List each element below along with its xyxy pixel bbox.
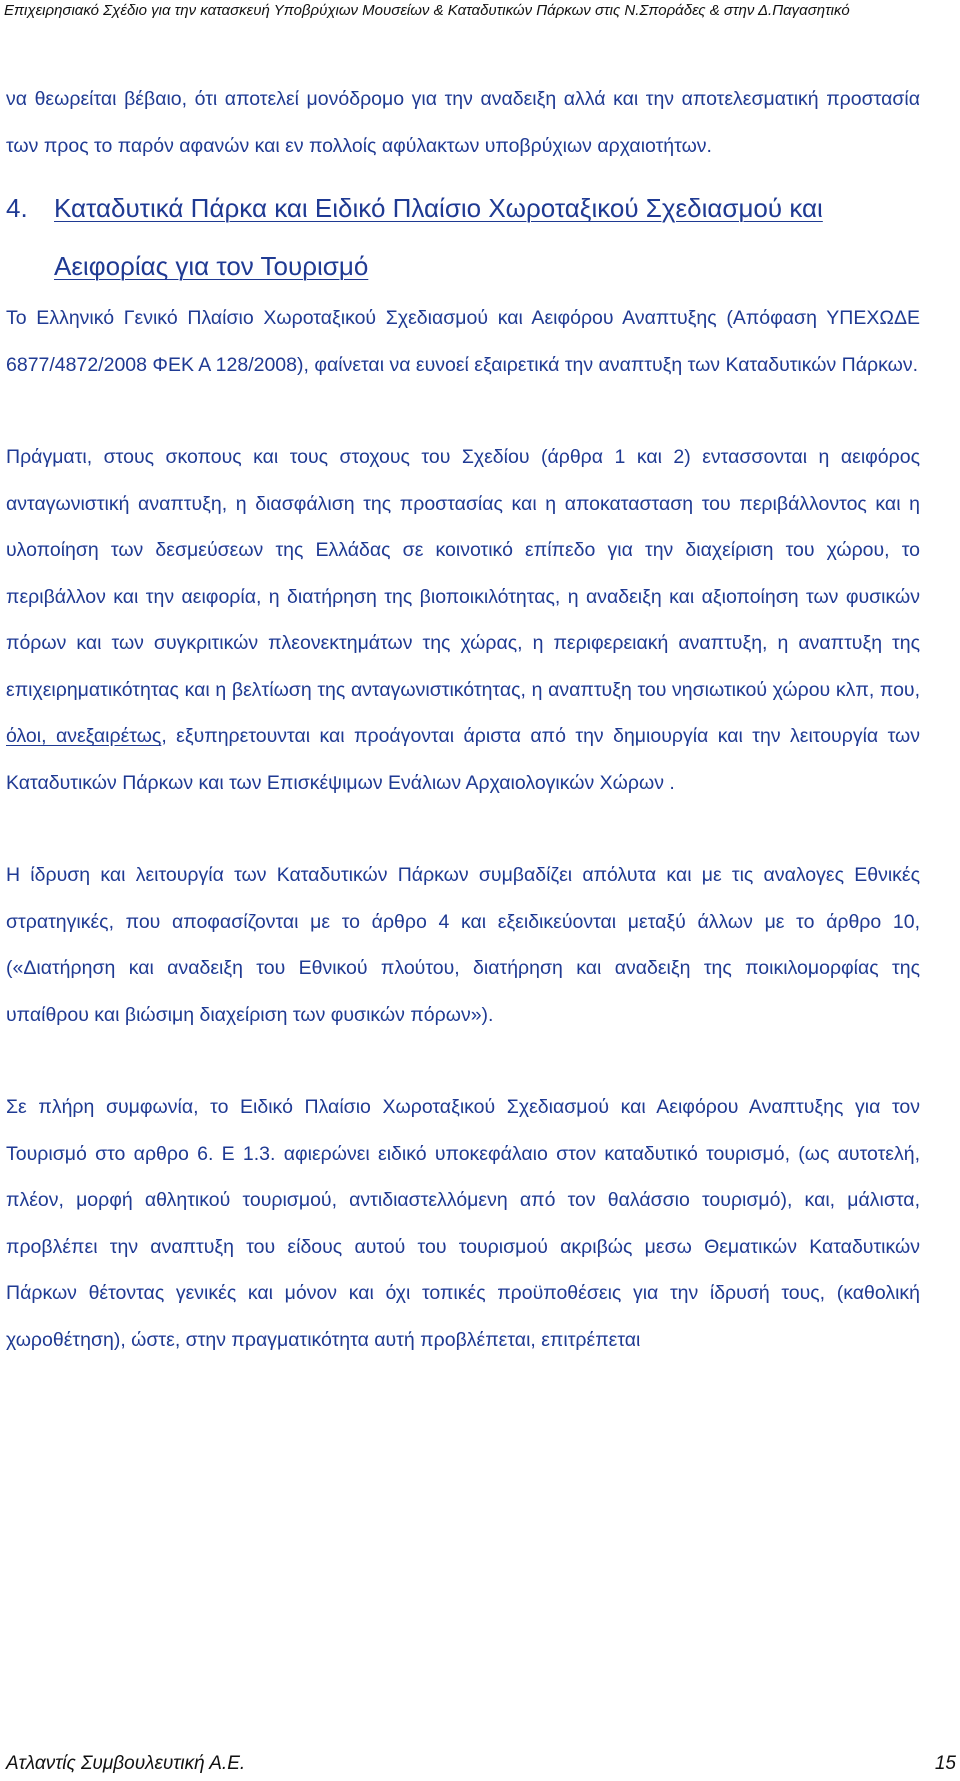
paragraph-4: Η ίδρυση και λειτουργία των Καταδυτικών Πάρκων συμβαδίζει απόλυτα και με τις αναλογες Εθνικές στρατηγικές, που αποφασίζονται με το άρθρο 4 και εξειδικεύονται μεταξύ άλλων με το άρθρο 10, («Διατήρηση και αναδειξη του Εθνικού πλούτου, διατήρηση και αναδειξη της ποικιλομορφίας της υπαίθρου και βιώσιμη διαχείριση των φυσικών πόρων»). bbox=[6, 864, 920, 1026]
section-title: Καταδυτικά Πάρκα και Ειδικό Πλαίσιο Χωροταξικού Σχεδιασμού και Αειφορίας για τον Τουρισμό bbox=[54, 193, 823, 281]
section-number: 4. bbox=[6, 193, 28, 223]
paragraph-5: Σε πλήρη συμφωνία, το Ειδικό Πλαίσιο Χωροταξικού Σχεδιασμού και Αειφόρου Αναπτυξης για τον Τουρισμό στο αρθρο 6. Ε 1.3. αφιερώνει ειδικό υποκεφάλαιο στον καταδυτικό τουρισμό, (ως αυτοτελή, πλέον, μορφή αθλητικού τουρισμού, αντιδιαστελλόμενη από τον θαλάσσιο τουρισμό), και, μάλιστα, προβλέπει την αναπτυξη του είδους αυτού του τουρισμού ακριβώς μεσω Θεματικών Καταδυτικών Πάρκων θέτοντας γενικές και μόνον και όχι τοπικές προϋποθέσεις για την ίδρυσή τους, (καθολική χωροθέτηση), ώστε, στην πραγματικότητα αυτή προβλέπεται, επιτρέπεται bbox=[6, 1096, 920, 1351]
page-footer bbox=[6, 1753, 956, 1775]
running-header: Επιχειρησιακό Σχέδιο για την κατασκευή Υποβρύχιων Μουσείων & Καταδυτικών Πάρκων στις Ν.Σποράδες & στην Δ.Παγασητικό bbox=[4, 2, 850, 19]
paragraph-2: Το Ελληνικό Γενικό Πλαίσιο Χωροταξικού Σχεδιασμού και Αειφόρου Αναπτυξης (Απόφαση ΥΠΕΧΩΔΕ 6877/4872/2008 ΦΕΚ Α 128/2008), φαίνεται να ευνοεί εξαιρετικά την αναπτυξη των Καταδυτικών Πάρκων. bbox=[6, 307, 920, 376]
paragraph-1: να θεωρείται βέβαιο, ότι αποτελεί μονόδρομο για την αναδειξη αλλά και την αποτελεσματική προστασία των προς το παρόν αφανών και εν πολλοίς αφύλακτων υποβρύχιων αρχαιοτήτων. bbox=[6, 88, 920, 157]
footer-company: Ατλαντίς Συμβουλευτική Α.Ε. bbox=[6, 1753, 246, 1774]
paragraph-3-text-b: , εξυπηρετουνται και προάγονται άριστα από την δημιουργία και την λειτουργία των Καταδυτικών Πάρκων και των Επισκέψιμων Ενάλιων Αρχαιολογικών Χώρων . bbox=[6, 725, 920, 794]
section-heading bbox=[6, 179, 920, 295]
paragraph-3 bbox=[6, 434, 920, 806]
paragraph-3-text-a: Πράγματι, στους σκοπους και τους στοχους του Σχεδίου (άρθρα 1 και 2) εντασσονται η αειφόρος ανταγωνιστική αναπτυξη, η διασφάλιση της προστασίας και η αποκατασταση του περιβάλλοντος και η υλοποίηση των δεσμεύσεων της Ελλάδας σε κοινοτικό επίπεδο για την διαχείριση του χώρου, το περιβάλλον και την αειφορία, η διατήρηση της βιοποικιλότητας, η αναδειξη και αξιοποίηση των φυσικών πόρων και των συγκριτικών πλεονεκτημάτων της χώρας, η περιφερειακή αναπτυξη, η αναπτυξη της επιχειρηματικότητας και η βελτίωση της ανταγωνιστικότητας, η αναπτυξη του νησιωτικού χώρου κλπ, που, bbox=[6, 446, 920, 701]
paragraph-3-underlined: όλοι, ανεξαιρέτως bbox=[6, 725, 162, 747]
page-number: 15 bbox=[934, 1753, 956, 1774]
document-body bbox=[6, 76, 920, 1363]
